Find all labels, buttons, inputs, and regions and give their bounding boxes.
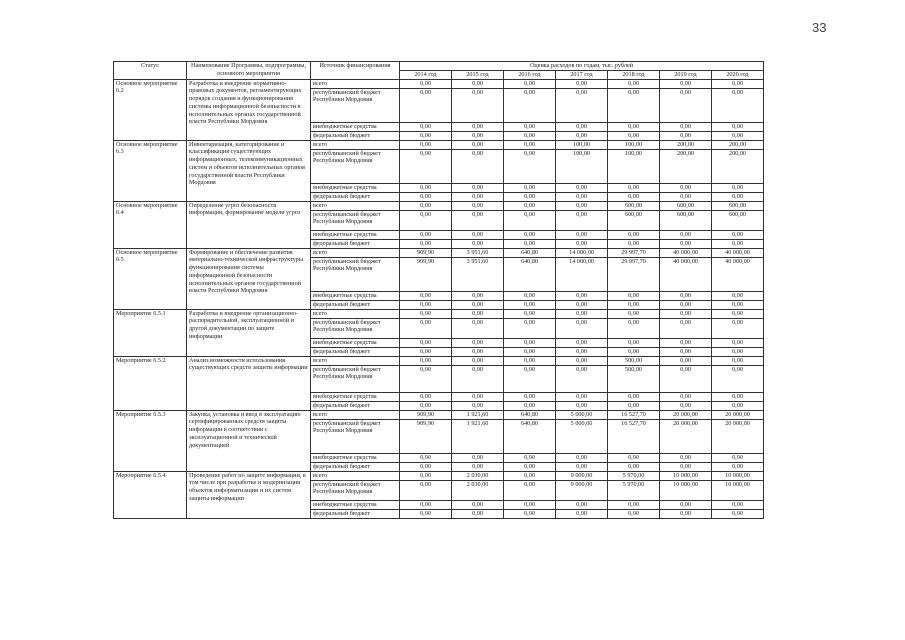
value-cell: 0,00 [504,239,556,248]
value-cell: 0,00 [712,291,764,300]
value-cell: 0,00 [504,338,556,347]
value-cell: 0,00 [400,291,452,300]
value-cell: 0,00 [608,131,660,140]
status-cell: Основное мероприятие 6.2 [114,79,187,140]
source-cell: федеральный бюджет [311,192,400,201]
value-cell: 0,00 [452,318,504,338]
value-cell: 0,00 [608,122,660,131]
source-cell: внебюджетные средства [311,338,400,347]
name-header: Наименование Программы, подпрограммы, основного мероприятия [187,62,311,80]
value-cell: 0,00 [504,453,556,462]
year-header: 2018 год [608,70,660,79]
value-cell: 0,00 [504,210,556,230]
value-cell: 0,00 [452,392,504,401]
source-cell: всего [311,201,400,210]
source-cell: федеральный бюджет [311,300,400,309]
value-cell: 0,00 [660,318,712,338]
value-cell: 200,00 [712,149,764,183]
source-cell: республиканский бюджет Республики Мордовия [311,318,400,338]
value-cell: 0,00 [556,401,608,410]
value-cell: 0,00 [608,318,660,338]
value-cell: 5 970,00 [608,480,660,500]
value-cell: 0,00 [400,401,452,410]
value-cell: 0,00 [712,509,764,518]
value-cell: 0,00 [556,230,608,239]
value-cell: 0,00 [556,88,608,122]
value-cell: 0,00 [660,239,712,248]
value-cell: 0,00 [504,392,556,401]
value-cell: 10 000,00 [660,471,712,480]
source-cell: всего [311,309,400,318]
value-cell: 0,00 [400,318,452,338]
value-cell: 0,00 [556,210,608,230]
value-cell: 0,00 [400,140,452,149]
value-cell: 0,00 [400,79,452,88]
value-cell: 500,00 [608,365,660,392]
value-cell: 0,00 [452,356,504,365]
value-cell: 9 000,00 [556,480,608,500]
value-cell: 0,00 [504,291,556,300]
value-cell: 100,00 [608,149,660,183]
measure-name-cell: Инвентаризация, категорирование и классификация существующих информационных, телекоммуникационных систем и объектов исполнительных органов государственной власти Республики Мордовия [187,140,311,201]
source-cell: республиканский бюджет Республики Мордовия [311,149,400,183]
source-cell: республиканский бюджет Республики Мордовия [311,365,400,392]
value-cell: 0,00 [556,131,608,140]
value-cell: 0,00 [608,79,660,88]
value-cell: 20 000,00 [712,419,764,453]
expenditure-table [113,61,764,519]
value-cell: 0,00 [712,401,764,410]
value-cell: 0,00 [712,338,764,347]
status-cell: Мероприятие 6.5.2 [114,356,187,410]
value-cell: 0,00 [452,79,504,88]
measure-name-cell: Проведение работ по защите информации, в том числе при разработке и модернизации объектов информатизации и их систем защиты информации [187,471,311,518]
source-cell: республиканский бюджет Республики Мордовия [311,480,400,500]
value-cell: 0,00 [712,356,764,365]
value-cell: 0,00 [556,291,608,300]
value-cell: 0,00 [452,183,504,192]
value-cell: 0,00 [556,318,608,338]
value-cell: 600,00 [660,210,712,230]
value-cell: 909,90 [400,248,452,257]
value-cell: 3 951,60 [452,248,504,257]
value-cell: 0,00 [660,338,712,347]
value-cell: 20 000,00 [660,410,712,419]
value-cell: 0,00 [556,509,608,518]
value-cell: 0,00 [504,122,556,131]
value-cell: 0,00 [556,239,608,248]
value-cell: 0,00 [504,192,556,201]
value-cell: 20 000,00 [660,419,712,453]
value-cell: 0,00 [452,401,504,410]
value-cell: 29 997,70 [608,257,660,291]
value-cell: 0,00 [400,509,452,518]
value-cell: 0,00 [556,365,608,392]
value-cell: 0,00 [400,453,452,462]
value-cell: 0,00 [660,230,712,239]
source-cell: республиканский бюджет Республики Мордовия [311,419,400,453]
source-cell: федеральный бюджет [311,239,400,248]
value-cell: 0,00 [660,509,712,518]
value-cell: 10 000,00 [712,471,764,480]
year-header: 2014 год [400,70,452,79]
source-cell: федеральный бюджет [311,131,400,140]
value-cell: 0,00 [608,338,660,347]
value-cell: 10 000,00 [660,480,712,500]
value-cell: 500,00 [608,356,660,365]
source-cell: всего [311,410,400,419]
value-cell: 0,00 [608,88,660,122]
value-cell: 14 000,00 [556,248,608,257]
value-cell: 0,00 [712,347,764,356]
value-cell: 0,00 [556,462,608,471]
value-cell: 0,00 [504,201,556,210]
measure-name-cell: Разработка и внедрение организационно-распорядительной, эксплуатационной и другой документации по защите информации [187,309,311,356]
value-cell: 0,00 [504,356,556,365]
value-cell: 0,00 [400,88,452,122]
value-cell: 0,00 [660,365,712,392]
value-cell: 0,00 [712,131,764,140]
source-cell: федеральный бюджет [311,347,400,356]
value-cell: 0,00 [608,453,660,462]
value-cell: 0,00 [504,230,556,239]
value-cell: 0,00 [400,192,452,201]
table-row [114,79,764,88]
value-cell: 0,00 [660,347,712,356]
value-cell: 0,00 [400,462,452,471]
value-cell: 0,00 [556,356,608,365]
header-row [114,62,764,71]
source-cell: внебюджетные средства [311,291,400,300]
value-cell: 0,00 [608,509,660,518]
value-cell: 0,00 [400,122,452,131]
value-cell: 0,00 [452,230,504,239]
value-cell: 0,00 [712,79,764,88]
value-cell: 0,00 [504,401,556,410]
source-cell: внебюджетные средства [311,392,400,401]
year-header: 2020 год [712,70,764,79]
value-cell: 0,00 [556,453,608,462]
value-cell: 0,00 [452,122,504,131]
value-cell: 0,00 [608,401,660,410]
source-cell: республиканский бюджет Республики Мордовия [311,88,400,122]
value-cell: 600,00 [660,201,712,210]
status-cell: Мероприятие 6.5.1 [114,309,187,356]
value-cell: 100,00 [608,140,660,149]
value-cell: 0,00 [556,300,608,309]
value-cell: 0,00 [400,347,452,356]
status-cell: Мероприятие 6.5.3 [114,410,187,471]
value-cell: 0,00 [452,300,504,309]
value-cell: 0,00 [608,309,660,318]
value-cell: 0,00 [660,500,712,509]
value-cell: 0,00 [452,201,504,210]
value-cell: 909,90 [400,410,452,419]
value-cell: 600,00 [608,210,660,230]
value-cell: 16 527,70 [608,410,660,419]
value-cell: 0,00 [504,500,556,509]
value-cell: 0,00 [504,183,556,192]
source-cell: внебюджетные средства [311,453,400,462]
value-cell: 600,00 [712,201,764,210]
value-cell: 640,80 [504,248,556,257]
value-cell: 0,00 [452,88,504,122]
source-header: Источник финансирования [311,62,400,80]
value-cell: 0,00 [452,149,504,183]
value-cell: 0,00 [608,392,660,401]
value-cell: 0,00 [452,309,504,318]
value-cell: 640,80 [504,419,556,453]
value-cell: 0,00 [400,471,452,480]
value-cell: 0,00 [504,462,556,471]
value-cell: 0,00 [660,131,712,140]
value-cell: 0,00 [400,300,452,309]
status-cell: Мероприятие 6.5.4 [114,471,187,518]
value-cell: 0,00 [712,453,764,462]
value-cell: 0,00 [660,192,712,201]
measure-name-cell: Формирование и обеспечение развития материально-технической инфраструктуры функционирования системы информационной безопасности исполнительных органов государственной власти Республики Мордовия [187,248,311,309]
value-cell: 3 951,60 [452,257,504,291]
value-cell: 0,00 [504,318,556,338]
source-cell: всего [311,471,400,480]
value-cell: 909,90 [400,419,452,453]
value-cell: 0,00 [556,500,608,509]
value-cell: 5 970,00 [608,471,660,480]
value-cell: 0,00 [608,500,660,509]
value-cell: 0,00 [504,131,556,140]
value-cell: 0,00 [452,338,504,347]
value-cell: 0,00 [608,239,660,248]
table-row [114,356,764,365]
source-cell: внебюджетные средства [311,122,400,131]
value-cell: 0,00 [504,149,556,183]
value-cell: 0,00 [712,300,764,309]
table-row [114,140,764,149]
value-cell: 1 921,60 [452,419,504,453]
source-cell: федеральный бюджет [311,509,400,518]
value-cell: 0,00 [504,347,556,356]
value-cell: 2 030,00 [452,471,504,480]
value-cell: 9 000,00 [556,471,608,480]
value-cell: 5 000,00 [556,410,608,419]
value-cell: 0,00 [712,88,764,122]
value-cell: 10 000,00 [712,480,764,500]
value-cell: 0,00 [504,480,556,500]
source-cell: всего [311,79,400,88]
year-header: 2015 год [452,70,504,79]
estimate-header: Оценка расходов по годам, тыс. рублей [400,62,764,71]
value-cell: 0,00 [400,149,452,183]
value-cell: 0,00 [504,471,556,480]
table-row [114,309,764,318]
value-cell: 0,00 [452,131,504,140]
value-cell: 0,00 [452,291,504,300]
value-cell: 0,00 [712,318,764,338]
value-cell: 0,00 [556,392,608,401]
value-cell: 0,00 [556,122,608,131]
value-cell: 0,00 [504,365,556,392]
value-cell: 0,00 [452,509,504,518]
value-cell: 0,00 [400,500,452,509]
value-cell: 0,00 [504,79,556,88]
value-cell: 0,00 [400,392,452,401]
value-cell: 0,00 [712,122,764,131]
value-cell: 0,00 [660,462,712,471]
value-cell: 0,00 [608,230,660,239]
value-cell: 100,00 [556,149,608,183]
value-cell: 0,00 [660,453,712,462]
source-cell: всего [311,140,400,149]
value-cell: 0,00 [452,453,504,462]
value-cell: 0,00 [608,300,660,309]
source-cell: федеральный бюджет [311,401,400,410]
value-cell: 0,00 [504,509,556,518]
value-cell: 0,00 [608,347,660,356]
value-cell: 0,00 [556,347,608,356]
value-cell: 0,00 [400,210,452,230]
value-cell: 0,00 [660,309,712,318]
value-cell: 0,00 [660,183,712,192]
value-cell: 0,00 [452,140,504,149]
year-header: 2016 год [504,70,556,79]
value-cell: 640,80 [504,257,556,291]
value-cell: 0,00 [608,462,660,471]
value-cell: 0,00 [712,462,764,471]
value-cell: 40 000,00 [712,257,764,291]
value-cell: 200,00 [660,149,712,183]
status-cell: Основное мероприятие 6.3 [114,140,187,201]
source-cell: всего [311,248,400,257]
value-cell: 0,00 [712,309,764,318]
value-cell: 0,00 [660,392,712,401]
value-cell: 0,00 [452,210,504,230]
status-header: Статус [114,62,187,80]
measure-name-cell: Определение угроз безопасности информации, формирование модели угроз [187,201,311,248]
source-cell: всего [311,356,400,365]
value-cell: 0,00 [504,140,556,149]
value-cell: 0,00 [452,239,504,248]
value-cell: 0,00 [400,356,452,365]
value-cell: 0,00 [556,338,608,347]
value-cell: 640,80 [504,410,556,419]
value-cell: 0,00 [452,365,504,392]
measure-name-cell: Анализ возможности использования существующих средств защиты информации [187,356,311,410]
table-row [114,201,764,210]
table-row [114,248,764,257]
value-cell: 29 997,70 [608,248,660,257]
value-cell: 200,00 [660,140,712,149]
value-cell: 0,00 [712,183,764,192]
value-cell: 909,90 [400,257,452,291]
value-cell: 0,00 [556,183,608,192]
status-cell: Основное мероприятие 6.4 [114,201,187,248]
value-cell: 0,00 [608,192,660,201]
value-cell: 0,00 [660,122,712,131]
value-cell: 1 921,60 [452,410,504,419]
value-cell: 0,00 [712,192,764,201]
status-cell: Основное мероприятие 6.5 [114,248,187,309]
value-cell: 0,00 [712,500,764,509]
value-cell: 0,00 [556,201,608,210]
value-cell: 2 030,00 [452,480,504,500]
measure-name-cell: Разработка и внедрение нормативно-правовых документов, регламентирующих порядок создания и функционирования системы информационной безопасности в исполнительных органах государственной власти Республики Мордовия [187,79,311,140]
value-cell: 100,00 [556,140,608,149]
value-cell: 0,00 [556,192,608,201]
value-cell: 14 000,00 [556,257,608,291]
value-cell: 0,00 [400,309,452,318]
source-cell: внебюджетные средства [311,500,400,509]
value-cell: 0,00 [400,338,452,347]
value-cell: 0,00 [660,401,712,410]
value-cell: 0,00 [712,239,764,248]
table-row [114,471,764,480]
value-cell: 5 000,00 [556,419,608,453]
value-cell: 0,00 [660,356,712,365]
value-cell: 0,00 [660,88,712,122]
value-cell: 0,00 [556,309,608,318]
value-cell: 0,00 [452,500,504,509]
source-cell: республиканский бюджет Республики Мордовия [311,210,400,230]
year-header: 2019 год [660,70,712,79]
value-cell: 0,00 [504,309,556,318]
source-cell: республиканский бюджет Республики Мордовия [311,257,400,291]
value-cell: 0,00 [660,79,712,88]
value-cell: 16 527,70 [608,419,660,453]
value-cell: 0,00 [504,88,556,122]
value-cell: 0,00 [452,192,504,201]
page-number: 33 [812,20,827,35]
value-cell: 0,00 [608,291,660,300]
value-cell: 0,00 [452,462,504,471]
value-cell: 0,00 [400,183,452,192]
value-cell: 0,00 [400,239,452,248]
value-cell: 0,00 [400,230,452,239]
source-cell: внебюджетные средства [311,183,400,192]
value-cell: 600,00 [608,201,660,210]
value-cell: 0,00 [504,300,556,309]
value-cell: 0,00 [400,131,452,140]
value-cell: 0,00 [660,291,712,300]
value-cell: 0,00 [608,183,660,192]
value-cell: 40 000,00 [660,248,712,257]
value-cell: 0,00 [712,365,764,392]
year-header: 2017 год [556,70,608,79]
measure-name-cell: Закупка, установка и ввод в эксплуатацию сертифицированных средств защиты информации в соответствии с эксплуатационной и технической документацией [187,410,311,471]
value-cell: 0,00 [452,347,504,356]
value-cell: 0,00 [660,300,712,309]
source-cell: федеральный бюджет [311,462,400,471]
value-cell: 40 000,00 [660,257,712,291]
value-cell: 200,00 [712,140,764,149]
value-cell: 0,00 [556,79,608,88]
value-cell: 40 000,00 [712,248,764,257]
value-cell: 0,00 [712,230,764,239]
value-cell: 0,00 [400,201,452,210]
value-cell: 0,00 [400,365,452,392]
value-cell: 20 000,00 [712,410,764,419]
value-cell: 600,00 [712,210,764,230]
table-row [114,410,764,419]
value-cell: 0,00 [712,392,764,401]
value-cell: 0,00 [400,480,452,500]
source-cell: внебюджетные средства [311,230,400,239]
